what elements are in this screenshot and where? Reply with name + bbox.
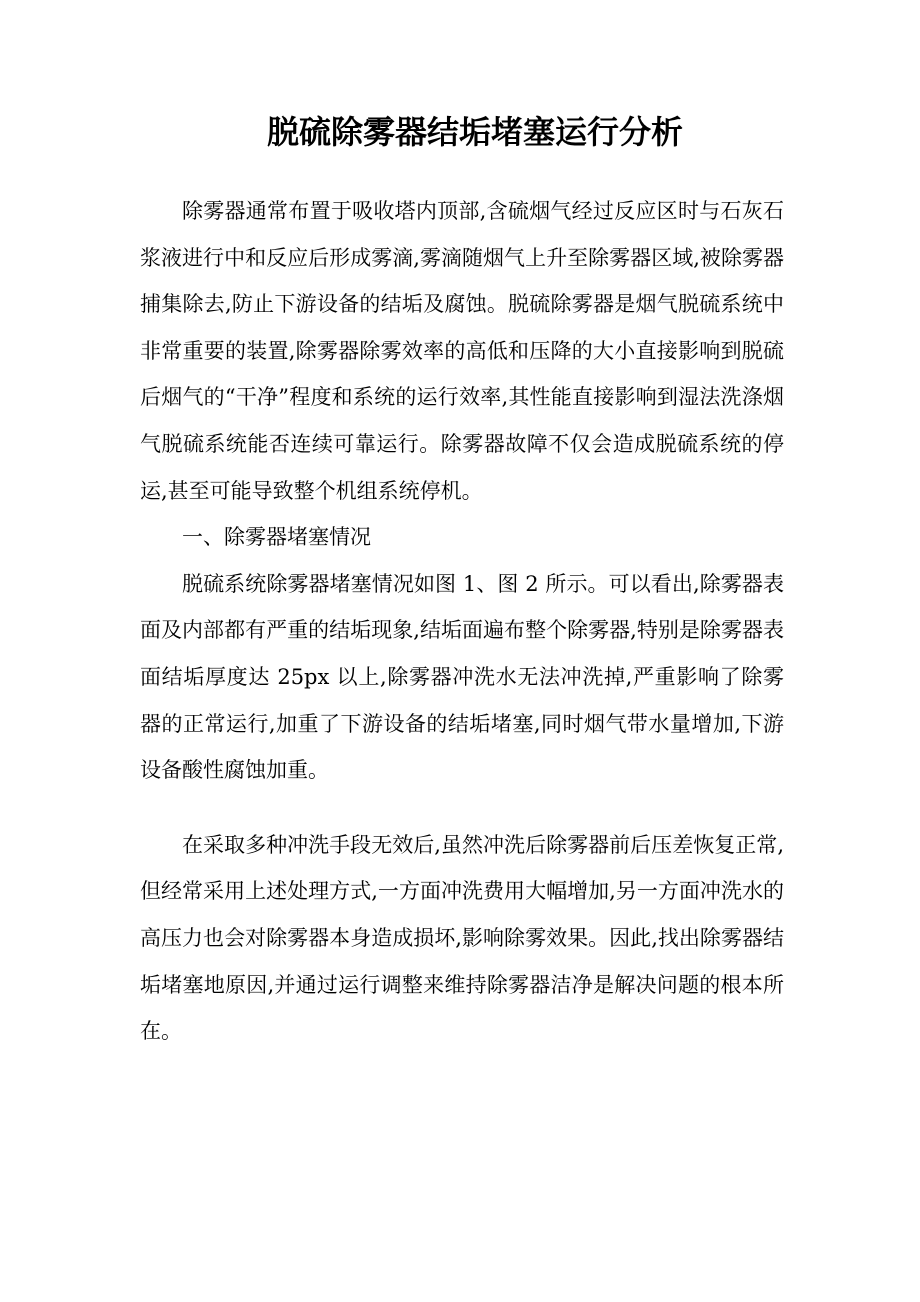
document-body [140, 188, 784, 1055]
paragraph-intro: 除雾器通常布置于吸收塔内顶部,含硫烟气经过反应区时与石灰石浆液进行中和反应后形成雾滴,雾滴随烟气上升至除雾器区域,被除雾器捕集除去,防止下游设备的结垢及腐蚀。脱硫除雾器是烟气脱硫系统中非常重要的装置,除雾器除雾效率的高低和压降的大小直接影响到脱硫后烟气的“干净”程度和系统的运行效率,其性能直接影响到湿法洗涤烟气脱硫系统能否连续可靠运行。除雾器故障不仅会造成脱硫系统的停运,甚至可能导致整个机组系统停机。 [140, 199, 784, 503]
section-heading-1: 一、除雾器堵塞情况 [182, 525, 371, 550]
document-title: 脱硫除雾器结垢堵塞运行分析 [266, 113, 683, 151]
paragraph-root-cause: 在采取多种冲洗手段无效后,虽然冲洗后除雾器前后压差恢复正常,但经常采用上述处理方式,一方面冲洗费用大幅增加,另一方面冲洗水的高压力也会对除雾器本身造成损坏,影响除雾效果。因此,找出除雾器结垢堵塞地原因,并通过运行调整来维持除雾器洁净是解决问题的根本所在。 [140, 832, 784, 1044]
paragraph-blockage: 脱硫系统除雾器堵塞情况如图 1、图 2 所示。可以看出,除雾器表面及内部都有严重的结垢现象,结垢面遍布整个除雾器,特别是除雾器表面结垢厚度达 25px 以上,除雾器冲洗水无法冲洗掉,严重影响了除雾器的正常运行,加重了下游设备的结垢堵塞,同时烟气带水量增加,下游设备酸性腐蚀加重。 [140, 571, 784, 783]
